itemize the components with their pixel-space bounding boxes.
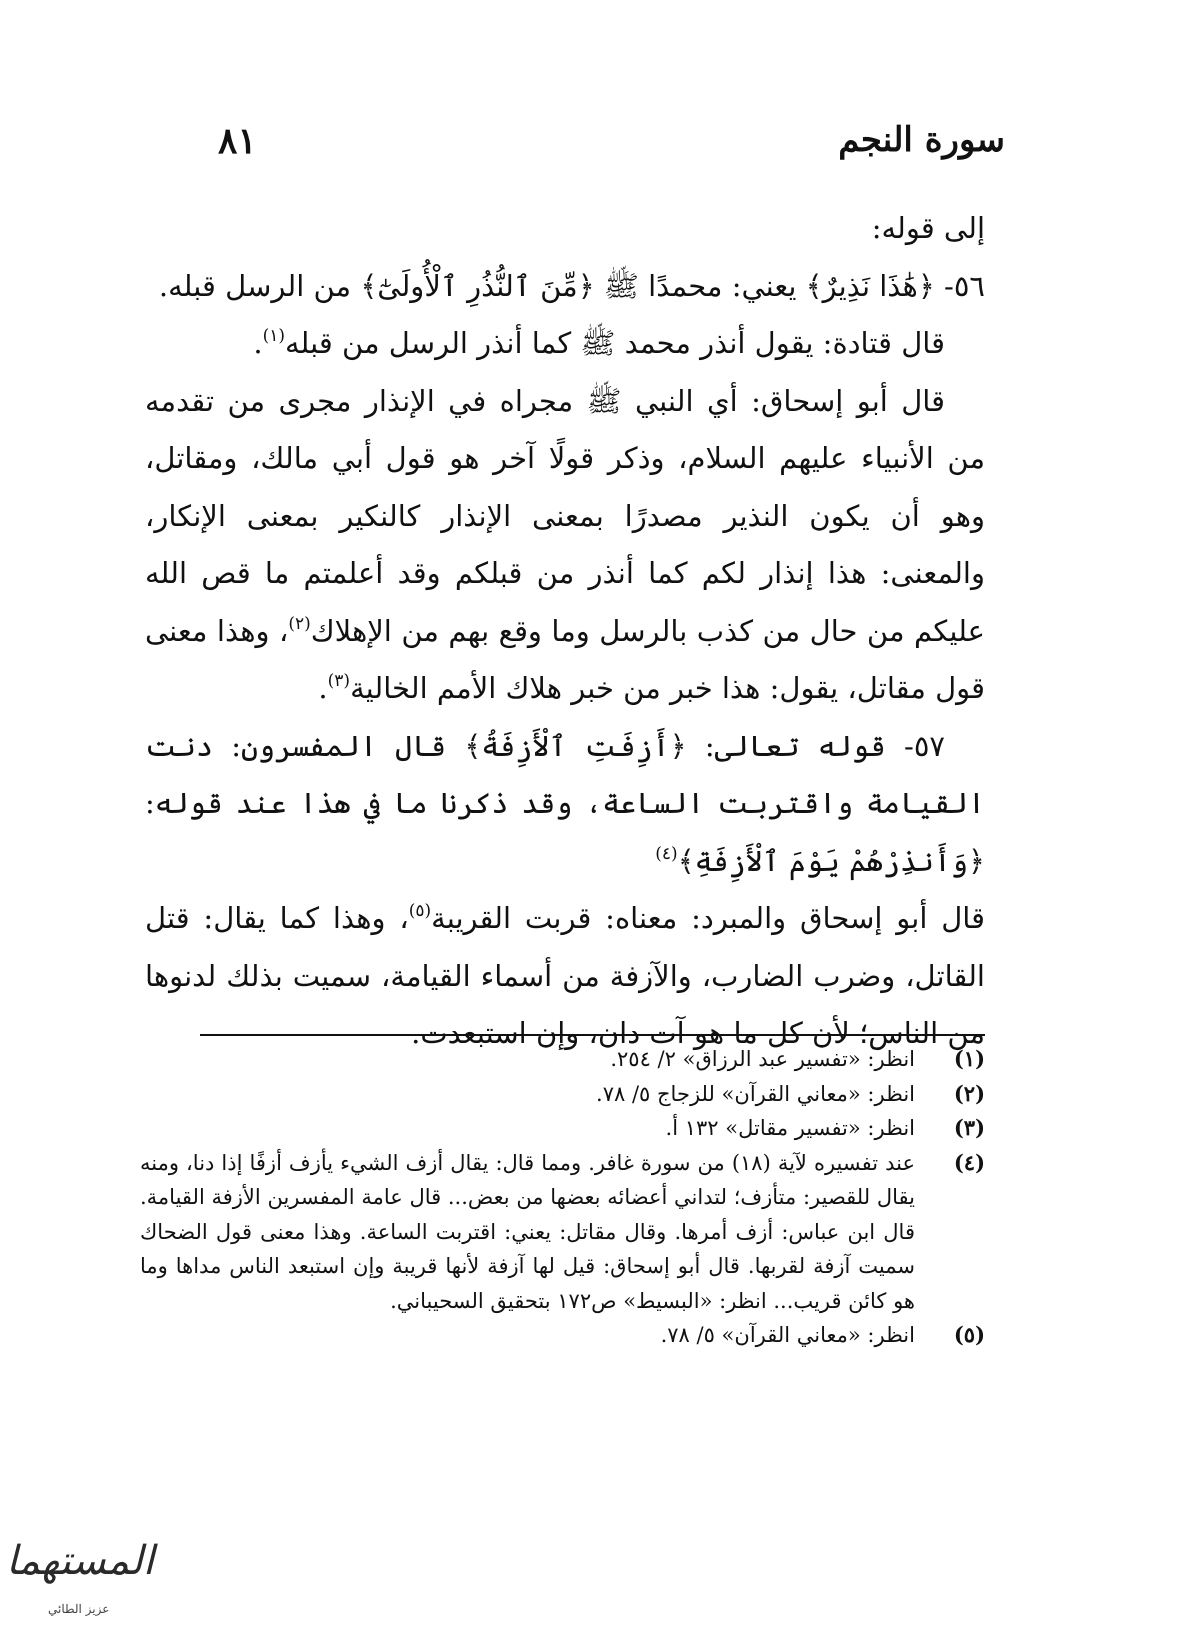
footnote-item [140,1318,985,1353]
watermark-subtext: عزيز الطائي [48,1602,110,1616]
watermark-text: المستهما [6,1538,154,1584]
footnote-text: انظر: «معاني القرآن» للزجاج ٥/ ٧٨. [596,1081,915,1106]
footnote-item [140,1077,985,1112]
footnote-item [140,1042,985,1077]
footnote-number: (١) [953,1046,985,1071]
footnote-ref[interactable]: (٣) [327,671,351,691]
punctuation: . [253,326,263,360]
paragraph-verse-57 [145,718,985,891]
footnote-separator [200,1034,985,1036]
paragraph-intro [145,200,985,258]
paragraph-text: ، وهذا معنى قول مقاتل، يقول: هذا خبر من خبر هلاك الأمم الخالية [145,613,985,705]
paragraph-text: يعني: محمدًا ﷺ [594,268,806,303]
footnote-number: (٢) [953,1080,985,1106]
paragraph-verse-56 [145,258,985,316]
page-header [200,120,1005,180]
paragraph-qatada [145,315,985,373]
paragraph-abu-ishaq [145,373,985,718]
paragraph-text: قال قتادة: يقول أنذر محمد ﷺ كما أنذر الرسل من قبله [285,326,945,360]
main-text [145,200,985,1063]
page-number: ٨١ [218,120,257,162]
surah-title: سورة النجم [838,120,1005,160]
punctuation: . [318,671,328,705]
quran-quote: ﴿وَأَنذِرْهُمْ يَوْمَ ٱلْأَزِفَةِ﴾ [677,843,985,878]
footnote-number: (٣) [953,1115,985,1140]
quran-quote: ﴿هَٰذَا نَذِيرٌ﴾ [805,268,935,303]
paragraph-text: قال أبو إسحاق والمبرد: معناه: قربت القريبة [431,901,986,935]
footnote-ref[interactable]: (٤) [655,843,678,864]
footnote-ref[interactable]: (١) [262,326,285,346]
footnote-number: (٥) [953,1322,985,1347]
verse-number: ٥٦- [934,268,985,303]
footnote-text: انظر: «تفسير مقاتل» ١٣٢ أ. [665,1116,915,1140]
footnote-text: انظر: «معاني القرآن» ٥/ ٧٨. [660,1323,915,1347]
paragraph-text: من الرسل قبله. [158,268,361,303]
paragraph-text: قال أبو إسحاق: أي النبي ﷺ مجراه في الإنذار مجرى من تقدمه من الأنبياء عليهم السلام، وذكر قولًا آخر هو قول أبي مالك، ومقاتل، وهو أن يكون النذير مصدرًا بمعنى الإنذار كالنكير بمعنى الإنكار، والمعنى: هذا إنذار لكم كما أنذر من قبلكم وقد أعلمتم ما قص الله عليكم من حال من كذب بالرسل وما وقع بهم من الإهلاك [145,383,985,648]
paragraph-text: ، وهذا كما يقال: قتل القاتل، وضرب الضارب، والآزفة من أسماء القيامة، سميت بذلك لدنوها من الناس؛ لأن كل ما هو آت دان، وإن استبعدت. [145,901,985,1050]
footnote-item [140,1146,985,1319]
verse-number: ٥٧- قوله تعالى: [686,728,946,763]
paragraph-text: قال المفسرون: دنت القيامة واقتربت الساعة، وقد ذكرنا ما في هذا عند قوله: [145,728,985,820]
paragraph-mubarrad [145,890,985,1063]
footnote-text: انظر: «تفسير عبد الرزاق» ٢/ ٢٥٤. [610,1047,915,1071]
footnotes [140,1042,985,1353]
footnote-ref[interactable]: (٥) [408,901,432,921]
intro-text: إلى قوله: [871,211,985,245]
footnote-number: (٤) [953,1149,985,1175]
footnote-item [140,1111,985,1146]
footnote-ref[interactable]: (٢) [288,613,311,634]
quran-quote: ﴿مِّنَ ٱلنُّذُرِ ٱلْأُولَىٰٓ﴾ [360,268,595,303]
footnote-text: عند تفسيره لآية (١٨) من سورة غافر. ومما قال: يقال أزف الشيء يأزف أزفًا إذا دنا، ومنه يقال للقصير: متأزف؛ لتداني أعضائه بعضها من بعض... قال عامة المفسرين الأزفة القيامة. قال ابن عباس: أزف أمرها. وقال مقاتل: يعني: اقتربت الساعة. وهذا معنى قول الضحاك سميت آزفة لقربها. قال أبو إسحاق: قيل لها آزفة لأنها قريبة وإن استبعد الناس مداها وما هو كائن قريب... انظر: «البسيط» ص١٧٢ بتحقيق السحيباني. [140,1150,915,1313]
watermark-logo [6,1538,156,1638]
quran-quote: ﴿أَزِفَتِ ٱلْأَزِفَةُ﴾ [464,728,687,763]
